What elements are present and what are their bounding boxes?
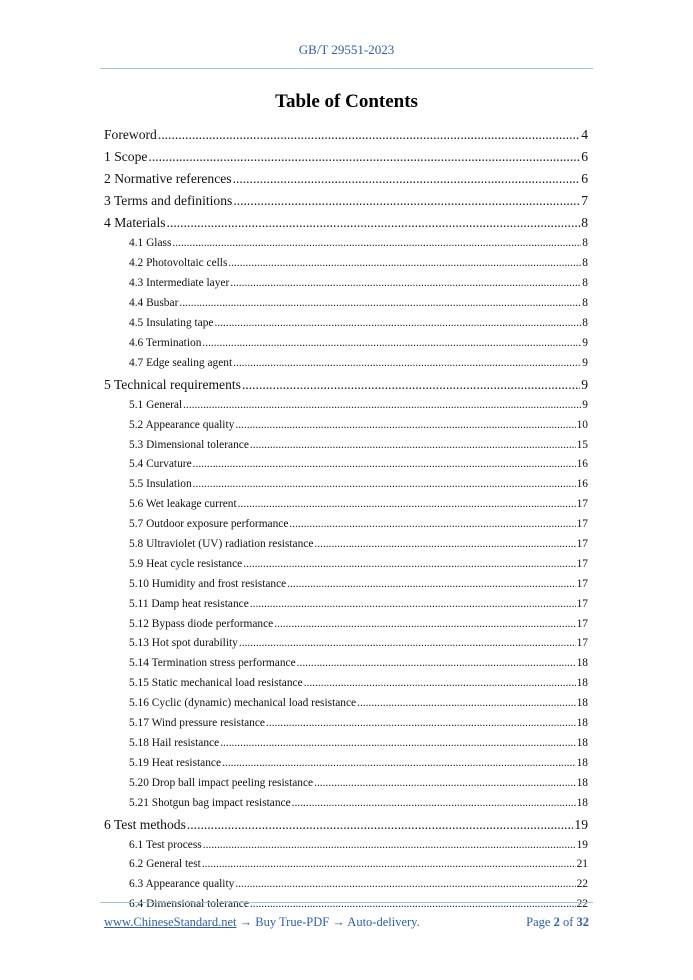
toc-leader-dots: [235, 416, 575, 436]
toc-leader-dots: [222, 754, 576, 774]
toc-entry-page: 18: [576, 736, 588, 749]
toc-entry-page: 18: [576, 776, 588, 789]
toc-leader-dots: [193, 455, 576, 475]
toc-entry-page: 22: [576, 878, 588, 891]
toc-leader-dots: [304, 674, 576, 694]
page-current: 2: [553, 915, 560, 929]
toc-entry-title: 4.1 Glass: [129, 237, 172, 250]
toc-entry[interactable]: [104, 615, 588, 635]
toc-entry[interactable]: [104, 354, 588, 374]
toc-entry[interactable]: [104, 124, 588, 146]
toc-entry[interactable]: [104, 416, 588, 436]
footer-divider: [100, 902, 593, 903]
toc-entry-title: 6.1 Test process: [129, 838, 202, 851]
toc-entry-page: 19: [574, 816, 588, 832]
toc-entry-title: 4.7 Edge sealing agent: [129, 356, 233, 369]
toc-entry[interactable]: [104, 734, 588, 754]
toc-entry-page: 18: [576, 796, 588, 809]
toc-entry[interactable]: [104, 895, 588, 915]
toc-entry-page: 15: [576, 438, 588, 451]
toc-entry-title: 5.16 Cyclic (dynamic) mechanical load resistance: [129, 697, 357, 710]
toc-leader-dots: [287, 575, 575, 595]
toc-entry[interactable]: [104, 495, 588, 515]
toc-leader-dots: [148, 146, 580, 168]
toc-entry-page: 22: [576, 898, 588, 911]
toc-entry-title: 5 Technical requirements: [104, 376, 241, 392]
toc-entry-page: 6: [581, 171, 588, 187]
toc-entry-page: 19: [576, 838, 588, 851]
toc-entry-title: 4.3 Intermediate layer: [129, 277, 230, 290]
toc-entry[interactable]: [104, 234, 588, 254]
toc-leader-dots: [314, 535, 575, 555]
toc-entry[interactable]: [104, 654, 588, 674]
toc-leader-dots: [158, 124, 580, 146]
toc-entry-page: 18: [576, 756, 588, 769]
toc-leader-dots: [172, 234, 581, 254]
toc-entry-title: 5.3 Dimensional tolerance: [129, 438, 249, 451]
toc-entry-page: 8: [582, 317, 588, 330]
toc-leader-dots: [235, 875, 575, 895]
toc-entry-title: 5.18 Hail resistance: [129, 736, 220, 749]
toc-entry[interactable]: [104, 794, 588, 814]
toc-entry[interactable]: [104, 774, 588, 794]
toc-entry-page: 17: [576, 557, 588, 570]
page-title: Table of Contents: [275, 91, 418, 112]
page-of: of: [562, 915, 574, 929]
toc-leader-dots: [183, 396, 581, 416]
toc-leader-dots: [266, 714, 576, 734]
toc-entry[interactable]: [104, 334, 588, 354]
toc-entry-title: 5.2 Appearance quality: [129, 418, 235, 431]
page-indicator: [526, 915, 589, 930]
toc-entry-title: 4.6 Termination: [129, 336, 202, 349]
toc-entry-page: 18: [576, 657, 588, 670]
toc-entry[interactable]: [104, 875, 588, 895]
toc-entry-title: 6 Test methods: [104, 816, 186, 832]
toc-leader-dots: [203, 836, 576, 856]
toc-leader-dots: [289, 515, 575, 535]
toc-entry-page: 9: [581, 376, 588, 392]
toc-leader-dots: [228, 254, 581, 274]
toc-entry-title: 5.9 Heat cycle resistance: [129, 557, 243, 570]
toc-entry[interactable]: [104, 475, 588, 495]
toc-entry-title: 5.11 Damp heat resistance: [129, 597, 249, 610]
footer: [104, 915, 589, 930]
toc-entry-page: 8: [582, 257, 588, 270]
toc-entry-page: 9: [582, 356, 588, 369]
toc-entry-page: 9: [582, 398, 588, 411]
toc-entry[interactable]: [104, 674, 588, 694]
toc-entry-title: 5.17 Wind pressure resistance: [129, 717, 265, 730]
toc-entry-page: 8: [582, 297, 588, 310]
toc-entry[interactable]: [104, 855, 588, 875]
toc-entry-title: 5.13 Hot spot durability: [129, 637, 238, 650]
toc-entry-page: 8: [582, 277, 588, 290]
toc-entry-page: 17: [576, 498, 588, 511]
toc-entry-title: 5.1 General: [129, 398, 183, 411]
toc-entry-title: 4.4 Busbar: [129, 297, 179, 310]
toc-leader-dots: [297, 654, 576, 674]
toc-entry-page: 6: [581, 149, 588, 165]
toc-entry-title: 5.21 Shotgun bag impact resistance: [129, 796, 291, 809]
site-link[interactable]: www.ChineseStandard.net: [104, 915, 237, 929]
toc-entry-title: 4.5 Insulating tape: [129, 317, 214, 330]
toc-entry[interactable]: [104, 714, 588, 734]
toc-leader-dots: [167, 212, 581, 234]
toc-entry[interactable]: [104, 814, 588, 836]
toc-leader-dots: [250, 595, 576, 615]
toc-entry-title: 6.2 General test: [129, 858, 201, 871]
toc-leader-dots: [314, 774, 576, 794]
toc-entry-title: 5.19 Heat resistance: [129, 756, 222, 769]
toc-entry[interactable]: [104, 374, 588, 396]
toc-entry-title: 6.4 Dimensional tolerance: [129, 898, 249, 911]
header-divider: [100, 68, 593, 69]
toc-entry-title: 5.10 Humidity and frost resistance: [129, 577, 287, 590]
toc-entry-title: 5.7 Outdoor exposure performance: [129, 518, 289, 531]
toc-leader-dots: [239, 634, 576, 654]
toc-entry-title: 5.12 Bypass diode performance: [129, 617, 274, 630]
toc-entry-title: Foreword: [104, 127, 157, 142]
toc-leader-dots: [292, 794, 576, 814]
toc-entry[interactable]: [104, 212, 588, 234]
toc-leader-dots: [187, 814, 574, 836]
toc-entry[interactable]: [104, 634, 588, 654]
toc-entry-title: 5.14 Termination stress performance: [129, 657, 296, 670]
toc-entry-title: 5.20 Drop ball impact peeling resistance: [129, 776, 314, 789]
toc-entry[interactable]: [104, 694, 588, 714]
toc-entry-title: 2 Normative references: [104, 171, 232, 187]
toc-leader-dots: [233, 190, 580, 212]
toc-entry[interactable]: [104, 754, 588, 774]
toc-entry[interactable]: [104, 168, 588, 190]
toc-entry[interactable]: [104, 595, 588, 615]
table-of-contents: [104, 124, 588, 915]
toc-leader-dots: [202, 334, 581, 354]
toc-entry[interactable]: [104, 294, 588, 314]
toc-entry[interactable]: [104, 314, 588, 334]
toc-entry-page: 7: [581, 193, 588, 209]
toc-entry-title: 5.5 Insulation: [129, 478, 192, 491]
toc-entry[interactable]: [104, 455, 588, 475]
toc-entry[interactable]: [104, 836, 588, 856]
toc-entry-page: 16: [576, 458, 588, 471]
toc-leader-dots: [202, 855, 576, 875]
toc-entry[interactable]: [104, 396, 588, 416]
toc-entry[interactable]: [104, 575, 588, 595]
toc-entry-page: 21: [576, 858, 588, 871]
toc-entry-title: 1 Scope: [104, 149, 148, 165]
toc-leader-dots: [243, 555, 575, 575]
toc-entry[interactable]: [104, 146, 588, 168]
toc-entry[interactable]: [104, 515, 588, 535]
toc-leader-dots: [179, 294, 581, 314]
toc-entry[interactable]: [104, 274, 588, 294]
toc-entry[interactable]: [104, 436, 588, 456]
toc-entry-title: 5.8 Ultraviolet (UV) radiation resistance: [129, 538, 314, 551]
toc-entry-page: 17: [576, 617, 588, 630]
toc-entry-page: 17: [576, 597, 588, 610]
toc-entry-title: 3 Terms and definitions: [104, 193, 233, 209]
page-label: Page: [526, 915, 551, 929]
toc-leader-dots: [357, 694, 576, 714]
toc-entry-page: 8: [581, 215, 588, 231]
toc-entry[interactable]: [104, 535, 588, 555]
toc-leader-dots: [193, 475, 576, 495]
toc-entry-page: 16: [576, 478, 588, 491]
toc-entry-page: 17: [576, 518, 588, 531]
toc-entry-page: 17: [576, 577, 588, 590]
toc-entry-page: 4: [581, 127, 588, 142]
toc-entry-title: 5.4 Curvature: [129, 458, 192, 471]
page-total: 32: [576, 915, 589, 929]
toc-leader-dots: [250, 436, 576, 456]
toc-entry-page: 17: [576, 538, 588, 551]
toc-entry-page: 18: [576, 717, 588, 730]
toc-entry-page: 18: [576, 677, 588, 690]
toc-entry-page: 9: [582, 336, 588, 349]
toc-leader-dots: [220, 734, 575, 754]
toc-entry-title: 5.15 Static mechanical load resistance: [129, 677, 303, 690]
toc-leader-dots: [233, 168, 581, 190]
promo-text: → Buy True-PDF → Auto-delivery.: [236, 915, 420, 929]
toc-entry-page: 17: [576, 637, 588, 650]
toc-entry-page: 18: [576, 697, 588, 710]
toc-entry-title: 5.6 Wet leakage current: [129, 498, 237, 511]
document-id-header: GB/T 29551-2023: [298, 42, 395, 57]
toc-leader-dots: [274, 615, 575, 635]
toc-entry-title: 6.3 Appearance quality: [129, 878, 235, 891]
toc-entry[interactable]: [104, 190, 588, 212]
toc-leader-dots: [233, 354, 581, 374]
toc-entry[interactable]: [104, 555, 588, 575]
toc-leader-dots: [214, 314, 581, 334]
toc-entry-title: 4 Materials: [104, 215, 166, 231]
toc-leader-dots: [250, 895, 576, 915]
toc-leader-dots: [238, 495, 576, 515]
toc-leader-dots: [242, 374, 580, 396]
toc-entry[interactable]: [104, 254, 588, 274]
toc-entry-page: 8: [582, 237, 588, 250]
toc-entry-title: 4.2 Photovoltaic cells: [129, 257, 228, 270]
toc-leader-dots: [230, 274, 581, 294]
toc-entry-page: 10: [576, 418, 588, 431]
